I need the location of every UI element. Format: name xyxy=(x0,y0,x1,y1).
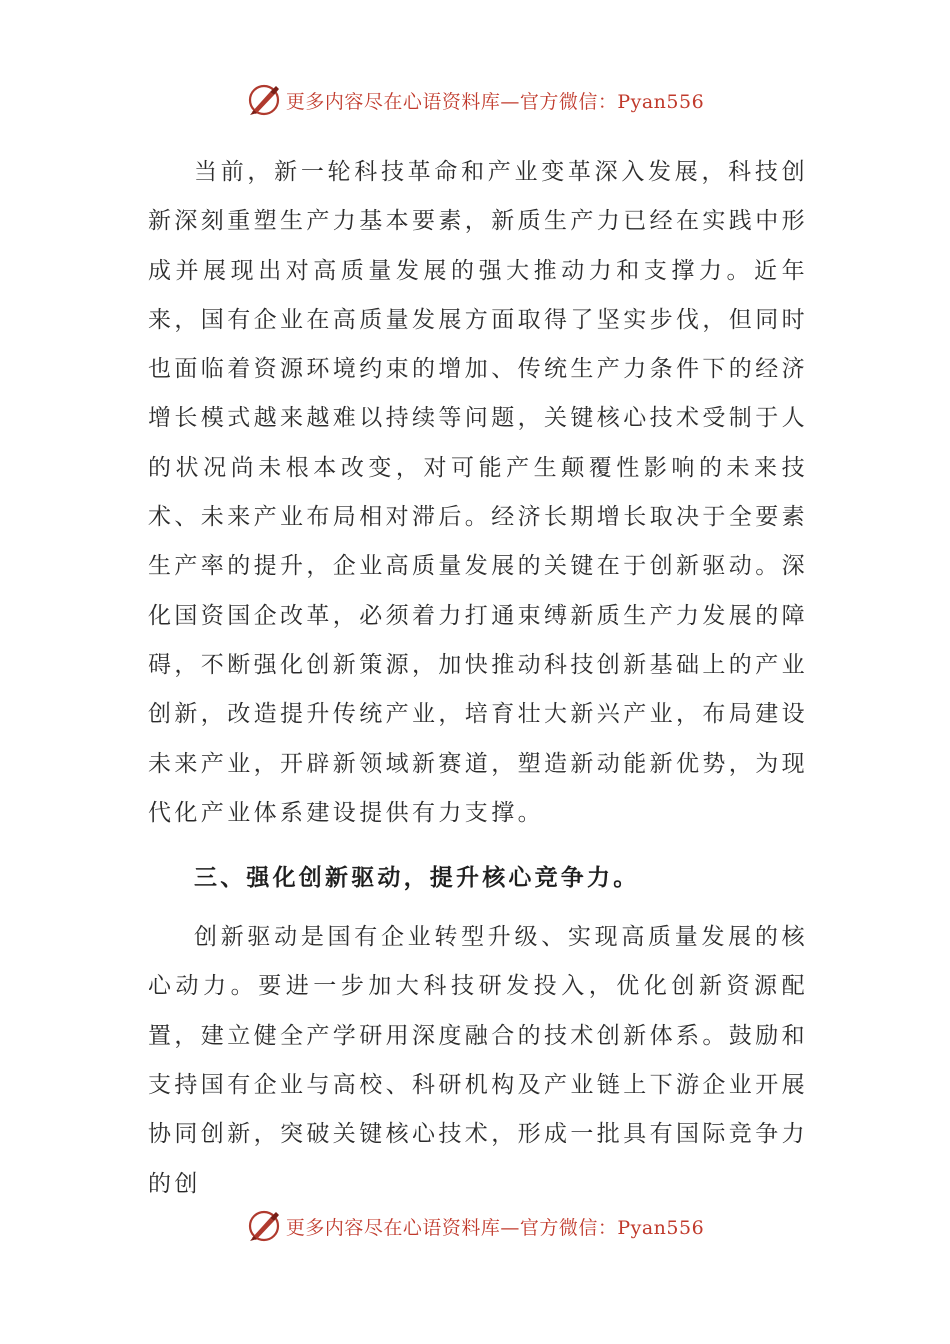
paragraph: 创新驱动是国有企业转型升级、实现高质量发展的核心动力。要进一步加大科技研发投入，优化创新资源配置，建立健全产学研用深度融合的技术创新体系。鼓励和支持国有企业与高校、科研机构及产业链上下游企业开展协同创新，突破关键核心技术，形成一批具有国际竞争力的创 xyxy=(148,924,808,1197)
pen-logo-icon xyxy=(246,1208,282,1244)
pen-logo-icon xyxy=(246,82,282,118)
paragraph: 当前，新一轮科技革命和产业变革深入发展，科技创新深刻重塑生产力基本要素，新质生产力已经在实践中形成并展现出对高质量发展的强大推动力和支撑力。近年来，国有企业在高质量发展方面取得了坚实步伐，但同时也面临着资源环境约束的增加、传统生产力条件下的经济增长模式越来越难以持续等问题，关键核心技术受制于人的状况尚未根本改变，对可能产生颠覆性影响的未来技术、未来产业布局相对滞后。经济长期增长取决于全要素生产率的提升，企业高质量发展的关键在于创新驱动。深化国资国企改革，必须着力打通束缚新质生产力发展的障碍，不断强化创新策源，加快推动科技创新基础上的产业创新，改造提升传统产业，培育壮大新兴产业，布局建设未来产业，开辟新领域新赛道，塑造新动能新优势，为现代化产业体系建设提供有力支撑。 xyxy=(148,159,808,826)
footer-banner-text: 更多内容尽在心语资料库—官方微信：Pyan556 xyxy=(285,1216,705,1239)
header-banner-text: 更多内容尽在心语资料库—官方微信：Pyan556 xyxy=(285,90,705,113)
footer-banner xyxy=(0,1206,950,1246)
section-heading: 三、强化创新驱动，提升核心竞争力。 xyxy=(194,864,640,892)
document-body xyxy=(148,148,808,1209)
header-banner xyxy=(0,80,950,120)
